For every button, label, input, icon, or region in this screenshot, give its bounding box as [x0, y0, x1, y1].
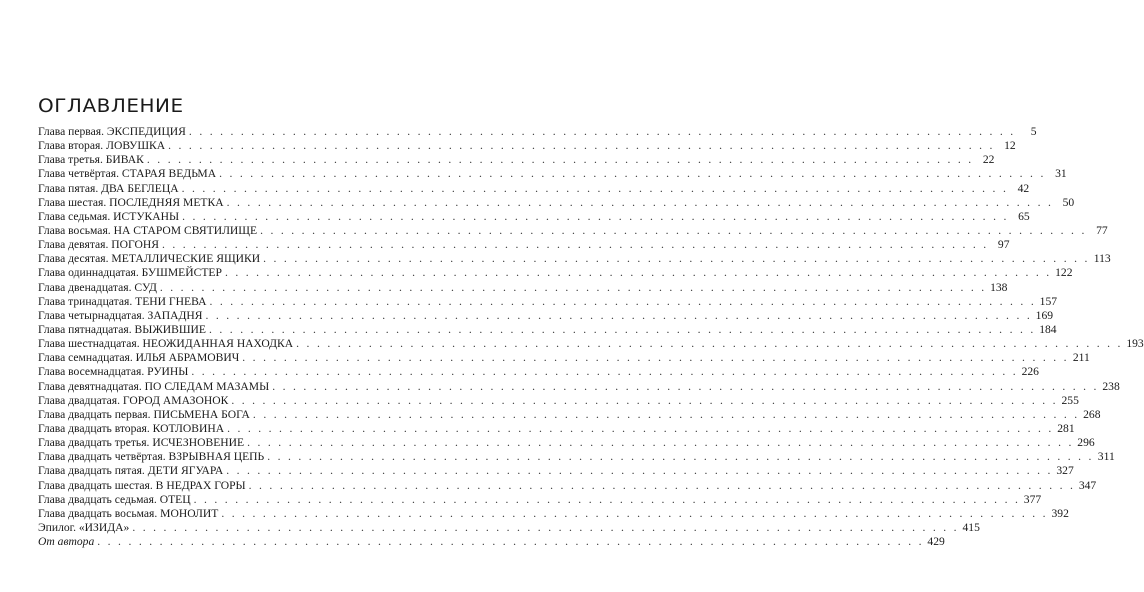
toc-entry-title: Глава восьмая. НА СТАРОМ СВЯТИЛИЩЕ	[38, 223, 258, 237]
toc-entry-page-number: 31	[1055, 167, 1067, 181]
toc-entry[interactable]	[38, 252, 1111, 266]
toc-entry[interactable]	[38, 450, 1115, 464]
dot-leader: . . . . . . . . . . . . . . . . . . . . . . . . . . . . . . . . . . . . . . . . . . . . . . . . . . . . . . . . . . . . . . . . . . . . . . . . . . . . . . . .	[159, 280, 987, 294]
toc-entry-title: Глава двадцать первая. ПИСЬМЕНА БОГА	[38, 407, 250, 421]
toc-entry[interactable]	[38, 238, 1010, 252]
dot-leader: . . . . . . . . . . . . . . . . . . . . . . . . . . . . . . . . . . . . . . . . . . . . . . . . . . . . . . . . . . . . . . . . . . . . . . . . . . . . . . . .	[205, 308, 1033, 322]
toc-entry[interactable]	[38, 322, 1057, 337]
toc-entry-page-number: 415	[962, 520, 980, 534]
toc-entry-title: Глава двадцать вторая. КОТЛОВИНА	[38, 421, 225, 435]
dot-leader: . . . . . . . . . . . . . . . . . . . . . . . . . . . . . . . . . . . . . . . . . . . . . . . . . . . . . . . . . . . . . . . . . . . . . . . . . . . . . . . .	[132, 520, 959, 534]
toc-entry-page-number: 22	[982, 153, 995, 167]
toc-entry-title: Глава двадцать третья. ИСЧЕЗНОВЕНИЕ	[38, 436, 245, 450]
toc-entry-title: Глава первая. ЭКСПЕДИЦИЯ	[38, 125, 186, 138]
dot-leader: . . . . . . . . . . . . . . . . . . . . . . . . . . . . . . . . . . . . . . . . . . . . . . . . . . . . . . . . . . . . . . . . . . . . . . . . . . . . . . . .	[252, 407, 1080, 421]
toc-entry-title: Глава пятая. ДВА БЕГЛЕЦА	[38, 181, 179, 195]
dot-leader: . . . . . . . . . . . . . . . . . . . . . . . . . . . . . . . . . . . . . . . . . . . . . . . . . . . . . . . . . . . . . . . . . . . . . . . . . . . . . . . .	[248, 478, 1076, 492]
dot-leader: . . . . . . . . . . . . . . . . . . . . . . . . . . . . . . . . . . . . . . . . . . . . . . . . . . . . . . . . . . . . . . . . . . . . . . . . . . . . . . . .	[219, 167, 1046, 181]
toc-entry[interactable]	[38, 195, 1075, 210]
dot-leader: . . . . . . . . . . . . . . . . . . . . . . . . . . . . . . . . . . . . . . . . . . . . . . . . . . . . . . . . . . . . . . . . . . . . . . . . . . . . . . . .	[209, 322, 1036, 336]
toc-entry-title: Глава третья. БИВАК	[38, 153, 144, 167]
dot-leader: . . . . . . . . . . . . . . . . . . . . . . . . . . . . . . . . . . . . . . . . . . . . . . . . . . . . . . . . . . . . . . . . . . . . . . . . . . . . . . . .	[247, 436, 1074, 450]
dot-leader: . . . . . . . . . . . . . . . . . . . . . . . . . . . . . . . . . . . . . . . . . . . . . . . . . . . . . . . . . . . . . . . . . . . . . . . . . . . . . . . .	[267, 450, 1094, 464]
toc-entry-title: Глава восемнадцатая. РУИНЫ	[38, 365, 189, 379]
toc-entry-page-number: 296	[1077, 436, 1095, 450]
toc-entry[interactable]	[38, 535, 945, 549]
toc-entry[interactable]	[38, 294, 1058, 309]
dot-leader: . . . . . . . . . . . . . . . . . . . . . . . . . . . . . . . . . . . . . . . . . . . . . . . . . . . . . . . . . . . . . . . . . . . . . . . . . . . . . . . .	[161, 238, 989, 252]
toc-entry-page-number: 50	[1062, 195, 1075, 209]
dot-leader: . . . . . . . . . . . . . . . . . . . . . . . . . . . . . . . . . . . . . . . . . . . . . . . . . . . . . . . . . . . . . . . . . . . . . . . . . . . . . . . .	[296, 337, 1123, 351]
dot-leader: . . . . . . . . . . . . . . . . . . . . . . . . . . . . . . . . . . . . . . . . . . . . . . . . . . . . . . . . . . . . . . . . . . . . . . . . . . . . . . . .	[263, 252, 1090, 266]
toc-entry-title: Глава шестая. ПОСЛЕДНЯЯ МЕТКА	[38, 195, 224, 209]
toc-entry[interactable]	[38, 520, 980, 535]
toc-entry[interactable]	[38, 379, 1120, 394]
toc-entry[interactable]	[38, 181, 1030, 196]
toc-entry-page-number: 268	[1083, 407, 1101, 421]
toc-entry-title: Глава двадцать седьмая. ОТЕЦ	[38, 492, 191, 506]
dot-leader: . . . . . . . . . . . . . . . . . . . . . . . . . . . . . . . . . . . . . . . . . . . . . . . . . . . . . . . . . . . . . . . . . . . . . . . . . . . . . . . .	[260, 223, 1087, 237]
toc-entry[interactable]	[38, 266, 1073, 280]
toc-entry-page-number: 211	[1072, 351, 1090, 365]
toc-entry-page-number: 184	[1039, 322, 1057, 336]
toc-entry-page-number: 392	[1051, 506, 1069, 520]
dot-leader: . . . . . . . . . . . . . . . . . . . . . . . . . . . . . . . . . . . . . . . . . . . . . . . . . . . . . . . . . . . . . . . . . . . . . . . . . . . . . . . .	[146, 153, 974, 167]
toc-entry[interactable]	[38, 506, 1069, 521]
toc-entry[interactable]	[38, 464, 1074, 478]
toc-entry-page-number: 255	[1061, 393, 1079, 407]
toc-entry[interactable]	[38, 280, 1008, 295]
toc-entry-page-number: 42	[1017, 181, 1030, 195]
toc-entry[interactable]	[38, 393, 1079, 408]
toc-entry[interactable]	[38, 209, 1030, 224]
dot-leader: . . . . . . . . . . . . . . . . . . . . . . . . . . . . . . . . . . . . . . . . . . . . . . . . . . . . . . . . . . . . . . . . . . . . . . . . . . . . . . . .	[209, 294, 1037, 308]
dot-leader: . . . . . . . . . . . . . . . . . . . . . . . . . . . . . . . . . . . . . . . . . . . . . . . . . . . . . . . . . . . . . . . . . . . . . . . . . . . . . . . .	[226, 464, 1053, 478]
toc-entry[interactable]	[38, 223, 1108, 238]
toc-entry[interactable]	[38, 125, 1037, 139]
toc-entry-page-number: 347	[1078, 478, 1097, 492]
toc-entry-title: Глава двадцать восьмая. МОНОЛИТ	[38, 506, 219, 520]
toc-entry-page-number: 5	[1030, 125, 1037, 138]
toc-entry-title: Глава вторая. ЛОВУШКА	[38, 139, 166, 153]
toc-entry-page-number: 12	[1004, 139, 1016, 153]
dot-leader: . . . . . . . . . . . . . . . . . . . . . . . . . . . . . . . . . . . . . . . . . . . . . . . . . . . . . . . . . . . . . . . . . . . . . . . . . . . . . . . .	[227, 421, 1054, 435]
dot-leader: . . . . . . . . . . . . . . . . . . . . . . . . . . . . . . . . . . . . . . . . . . . . . . . . . . . . . . . . . . . . . . . . . . . . . . . . . . . . . . . .	[181, 181, 1009, 195]
toc-entry-page-number: 65	[1018, 209, 1030, 223]
toc-entry[interactable]	[38, 153, 995, 167]
toc-entry-title: Глава тринадцатая. ТЕНИ ГНЕВА	[38, 294, 207, 308]
toc-entry[interactable]	[38, 436, 1095, 450]
toc-entry-title: От автора	[38, 535, 95, 549]
toc-entry[interactable]	[38, 167, 1067, 181]
dot-leader: . . . . . . . . . . . . . . . . . . . . . . . . . . . . . . . . . . . . . . . . . . . . . . . . . . . . . . . . . . . . . . . . . . . . . . . . . . . . . . . .	[168, 139, 995, 153]
dot-leader: . . . . . . . . . . . . . . . . . . . . . . . . . . . . . . . . . . . . . . . . . . . . . . . . . . . . . . . . . . . . . . . . . . . . . . . . . . . . . . . .	[188, 125, 1016, 138]
toc-entry-page-number: 327	[1056, 464, 1074, 478]
toc-entry-page-number: 77	[1096, 223, 1108, 237]
table-of-contents	[38, 125, 1144, 549]
toc-entry-title: Глава двадцать четвёртая. ВЗРЫВНАЯ ЦЕПЬ	[38, 450, 265, 464]
toc-entry-page-number: 193	[1126, 337, 1144, 351]
toc-entry-title: Глава шестнадцатая. НЕОЖИДАННАЯ НАХОДКА	[38, 337, 294, 351]
toc-entry-title: Глава двенадцатая. СУД	[38, 280, 157, 294]
toc-entry[interactable]	[38, 492, 1042, 507]
toc-entry[interactable]	[38, 478, 1097, 493]
toc-entry-page-number: 281	[1057, 421, 1075, 435]
toc-entry-page-number: 429	[927, 535, 945, 549]
dot-leader: . . . . . . . . . . . . . . . . . . . . . . . . . . . . . . . . . . . . . . . . . . . . . . . . . . . . . . . . . . . . . . . . . . . . . . . . . . . . . . . .	[242, 351, 1069, 365]
toc-entry-page-number: 97	[997, 238, 1010, 252]
toc-entry-title: Глава двадцать пятая. ДЕТИ ЯГУАРА	[38, 464, 224, 478]
toc-entry[interactable]	[38, 365, 1039, 379]
toc-entry[interactable]	[38, 337, 1144, 351]
toc-entry[interactable]	[38, 421, 1075, 436]
toc-entry-page-number: 311	[1097, 450, 1115, 464]
dot-leader: . . . . . . . . . . . . . . . . . . . . . . . . . . . . . . . . . . . . . . . . . . . . . . . . . . . . . . . . . . . . . . . . . . . . . . . . . . . . . . . .	[191, 365, 1018, 379]
dot-leader: . . . . . . . . . . . . . . . . . . . . . . . . . . . . . . . . . . . . . . . . . . . . . . . . . . . . . . . . . . . . . . . . . . . . . . . . . . . . . . . .	[97, 535, 924, 549]
toc-entry-title: Глава четырнадцатая. ЗАПАДНЯ	[38, 308, 203, 322]
toc-entry-title: Глава седьмая. ИСТУКАНЫ	[38, 209, 180, 223]
toc-entry-page-number: 377	[1023, 492, 1042, 506]
toc-entry-title: Глава двадцать шестая. В НЕДРАХ ГОРЫ	[38, 478, 246, 492]
dot-leader: . . . . . . . . . . . . . . . . . . . . . . . . . . . . . . . . . . . . . . . . . . . . . . . . . . . . . . . . . . . . . . . . . . . . . . . . . . . . . . . .	[226, 195, 1054, 209]
toc-entry[interactable]	[38, 351, 1090, 365]
toc-entry[interactable]	[38, 308, 1054, 323]
toc-entry-title: Глава десятая. МЕТАЛЛИЧЕСКИЕ ЯЩИКИ	[38, 252, 261, 266]
toc-entry-page-number: 122	[1055, 266, 1073, 280]
toc-entry[interactable]	[38, 139, 1016, 153]
toc-entry-title: Эпилог. «ИЗИДА»	[38, 520, 130, 534]
toc-entry-title: Глава семнадцатая. ИЛЬЯ АБРАМОВИЧ	[38, 351, 240, 365]
toc-entry-page-number: 113	[1093, 252, 1111, 266]
toc-entry-page-number: 157	[1039, 294, 1058, 308]
toc-entry-title: Глава двадцатая. ГОРОД АМАЗОНОК	[38, 393, 229, 407]
toc-entry-title: Глава одиннадцатая. БУШМЕЙСТЕР	[38, 266, 222, 280]
dot-leader: . . . . . . . . . . . . . . . . . . . . . . . . . . . . . . . . . . . . . . . . . . . . . . . . . . . . . . . . . . . . . . . . . . . . . . . . . . . . . . . .	[224, 266, 1052, 280]
dot-leader: . . . . . . . . . . . . . . . . . . . . . . . . . . . . . . . . . . . . . . . . . . . . . . . . . . . . . . . . . . . . . . . . . . . . . . . . . . . . . . . .	[272, 379, 1099, 393]
toc-entry-title: Глава девятнадцатая. ПО СЛЕДАМ МАЗАМЫ	[38, 379, 270, 393]
toc-entry-title: Глава четвёртая. СТАРАЯ ВЕДЬМА	[38, 167, 217, 181]
toc-entry-title: Глава пятнадцатая. ВЫЖИВШИЕ	[38, 322, 207, 336]
dot-leader: . . . . . . . . . . . . . . . . . . . . . . . . . . . . . . . . . . . . . . . . . . . . . . . . . . . . . . . . . . . . . . . . . . . . . . . . . . . . . . . .	[231, 393, 1058, 407]
toc-entry-page-number: 238	[1102, 379, 1120, 393]
toc-entry-title: Глава девятая. ПОГОНЯ	[38, 238, 159, 252]
page-title: ОГЛАВЛЕНИЕ	[38, 95, 184, 117]
dot-leader: . . . . . . . . . . . . . . . . . . . . . . . . . . . . . . . . . . . . . . . . . . . . . . . . . . . . . . . . . . . . . . . . . . . . . . . . . . . . . . . .	[182, 209, 1009, 223]
dot-leader: . . . . . . . . . . . . . . . . . . . . . . . . . . . . . . . . . . . . . . . . . . . . . . . . . . . . . . . . . . . . . . . . . . . . . . . . . . . . . . . .	[221, 506, 1048, 520]
toc-entry-page-number: 169	[1035, 308, 1054, 322]
toc-entry-page-number: 226	[1021, 365, 1039, 379]
toc-entry-page-number: 138	[990, 280, 1008, 294]
toc-entry[interactable]	[38, 407, 1101, 422]
dot-leader: . . . . . . . . . . . . . . . . . . . . . . . . . . . . . . . . . . . . . . . . . . . . . . . . . . . . . . . . . . . . . . . . . . . . . . . . . . . . . . . .	[193, 492, 1021, 506]
